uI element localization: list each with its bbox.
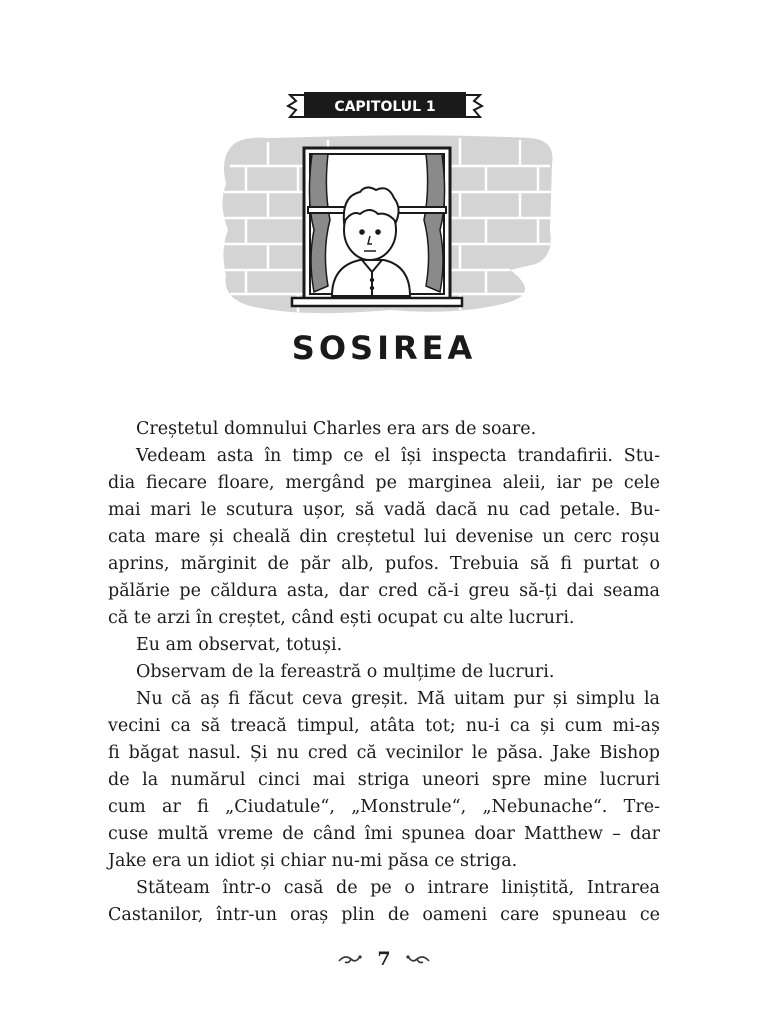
body-text [108,416,660,929]
text-line: Vedeam asta în timp ce el își inspecta trandafirii. Stu- [136,446,660,466]
text-line: dia fiecare floare, mergând pe marginea aleii, iar pe cele [108,473,660,493]
text-line: Observam de la fereastră o mulțime de lucruri. [136,662,555,682]
text-line: Eu am observat, totuși. [136,635,343,655]
text-line: Jake era un idiot și chiar nu-mi păsa ce striga. [108,851,518,871]
chapter-title: SOSIREA [291,329,477,367]
text-line: cum ar fi „Ciudatule“, „Monstrule“, „Nebunache“. Tre- [108,797,660,817]
text-line: de la numărul cinci mai striga uneori spre mine lucruri [108,770,660,790]
text-line: Creștetul domnului Charles era ars de soare. [136,419,537,439]
text-line: vecini ca să treacă timpul, atâta tot; nu-i ca și cum mi-aș [108,716,660,736]
chapter-illustration [210,80,560,330]
page-footer [0,948,768,970]
text-line: Stăteam într-o casă de pe o intrare liniștită, Intrarea [136,878,660,898]
right-ornament-icon [405,952,431,966]
text-line: că te arzi în creștet, când ești ocupat cu alte lucruri. [108,608,575,628]
left-ornament-icon [337,952,363,966]
chapter-label: CAPITOLUL 1 [334,99,436,115]
text-line: pălărie pe căldura asta, dar cred că-i greu să-ți dai seama [108,581,660,601]
text-line: cuse multă vreme de când îmi spunea doar Matthew – dar [108,824,660,844]
text-line: mai mari le scutura ușor, să vadă dacă nu cad petale. Bu- [108,500,660,520]
text-line: Nu că aș fi făcut ceva greșit. Mă uitam pur și simplu la [136,689,660,709]
window [292,148,462,306]
page-number: 7 [377,948,391,970]
text-line: cata mare și cheală din creștetul lui devenise un cerc roșu [108,527,660,547]
text-line: Castanilor, într-un oraș plin de oameni care spuneau ce [108,905,660,925]
text-line: fi băgat nasul. Și nu cred că vecinilor le păsa. Jake Bishop [108,743,660,763]
text-line: aprins, mărginit de păr alb, pufos. Trebuia să fi purtat o [108,554,660,574]
chapter-banner [288,92,482,118]
